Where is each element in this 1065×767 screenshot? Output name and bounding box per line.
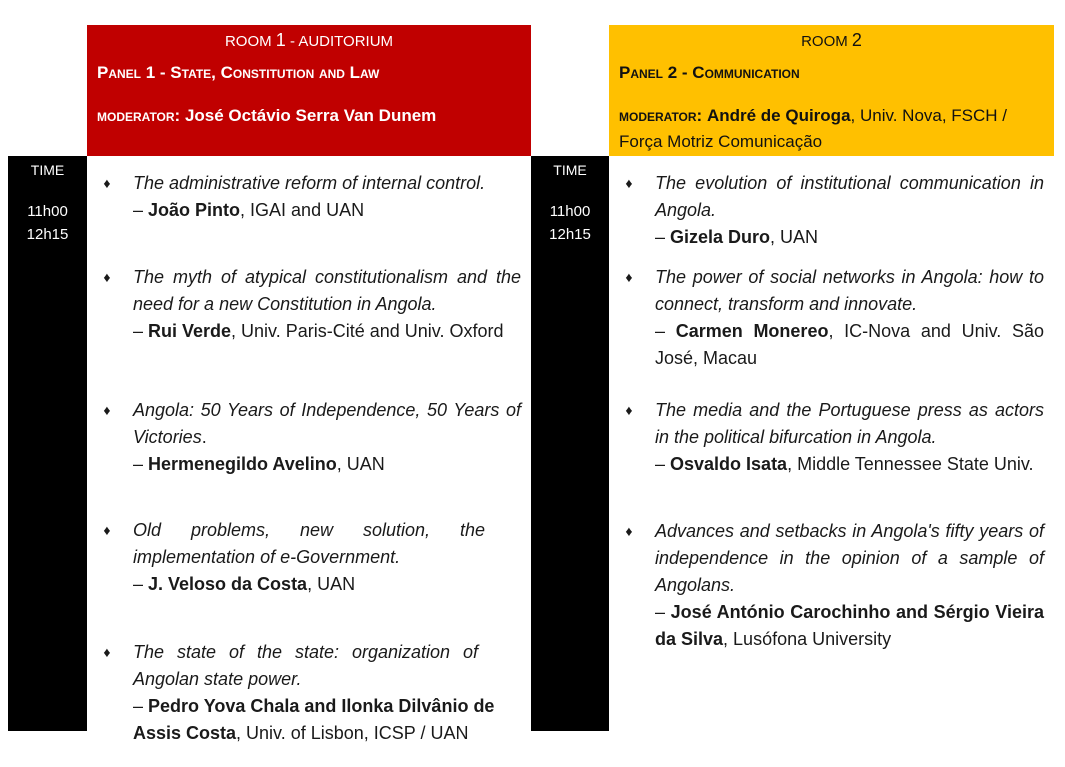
time-start: 11h00 xyxy=(27,203,68,220)
room-number: 2 xyxy=(851,30,862,50)
talk-title-end: . xyxy=(201,427,207,447)
panel-1-moderator xyxy=(97,103,531,129)
talk-room2-4 xyxy=(625,518,1044,653)
panel-2-moderator xyxy=(619,103,1054,155)
time-label: TIME xyxy=(30,162,65,178)
talk-room1-3 xyxy=(103,397,521,478)
talk-speaker xyxy=(655,318,1044,372)
talk-room1-1 xyxy=(103,170,521,224)
talk-title xyxy=(133,397,521,451)
room-label: ROOM xyxy=(801,33,848,50)
diamond-bullet-icon: ♦ xyxy=(103,175,111,191)
speaker-affiliation: , UAN xyxy=(770,227,819,247)
talk-speaker xyxy=(133,571,485,598)
diamond-bullet-icon: ♦ xyxy=(103,644,111,660)
dash: – xyxy=(133,321,149,341)
dash: – xyxy=(655,321,676,341)
speaker-affiliation: , Middle Tennessee State Univ. xyxy=(787,454,1034,474)
talk-title-text: Angola: 50 Years of Independence, 50 Years of Victories xyxy=(133,400,521,447)
dash: – xyxy=(655,454,671,474)
diamond-bullet-icon: ♦ xyxy=(103,269,111,285)
talk-title: The power of social networks in Angola: how to connect, transform and innovate. xyxy=(655,267,1044,314)
talk-room2-1 xyxy=(625,170,1044,251)
talk-room1-4 xyxy=(103,517,485,598)
room-separator: - xyxy=(285,33,299,50)
dash: – xyxy=(133,574,149,594)
moderator-label: moderator: xyxy=(97,106,181,125)
speaker-name: Hermenegildo Avelino xyxy=(148,454,337,474)
speaker-affiliation: , IC-Nova and Univ. São José, Macau xyxy=(655,321,1044,368)
room-number: 1 xyxy=(275,30,286,50)
diamond-bullet-icon: ♦ xyxy=(625,269,633,285)
talk-room1-5 xyxy=(103,639,521,747)
time-column-room-1 xyxy=(8,156,87,731)
speaker-name: J. Veloso da Costa xyxy=(148,574,308,594)
speaker-name: Rui Verde xyxy=(148,321,232,341)
panel-2-title: Panel 2 - Communication xyxy=(619,63,800,82)
room-1-header xyxy=(87,25,531,156)
talk-speaker xyxy=(655,224,1044,251)
diamond-bullet-icon: ♦ xyxy=(625,175,633,191)
talk-title: Old problems, new solution, the implementation of e-Government. xyxy=(133,520,485,567)
time-end: 12h15 xyxy=(549,226,591,243)
moderator-affiliation: , Univ. Nova, FSCH / Força Motriz Comunicação xyxy=(619,106,1008,151)
room-label: ROOM xyxy=(224,33,272,50)
talk-title: The state of the state: organization of Angolan state power. xyxy=(133,642,478,689)
time-range xyxy=(531,200,609,246)
speaker-name: Osvaldo Isata xyxy=(670,454,788,474)
speaker-affiliation: , UAN xyxy=(336,454,385,474)
time-label: TIME xyxy=(553,162,587,178)
talk-speaker xyxy=(133,451,521,478)
dash: – xyxy=(655,227,671,247)
moderator-name: André de Quiroga xyxy=(706,106,851,125)
moderator-label: moderator: xyxy=(619,106,703,125)
diamond-bullet-icon: ♦ xyxy=(625,523,633,539)
talk-room2-2 xyxy=(625,264,1044,372)
room-2-title xyxy=(609,30,1054,51)
time-start: 11h00 xyxy=(549,203,591,220)
talk-title: The evolution of institutional communication in Angola. xyxy=(655,173,1044,220)
time-range xyxy=(8,200,87,246)
speaker-name: João Pinto xyxy=(148,200,241,220)
diamond-bullet-icon: ♦ xyxy=(103,522,111,538)
talk-title: Advances and setbacks in Angola's fifty years of independence in the opinion of a sample of Angolans. xyxy=(655,521,1044,595)
speaker-affiliation: , Univ. Paris-Cité and Univ. Oxford xyxy=(231,321,504,341)
speaker-name: Pedro Yova Chala and Ilonka Dilvânio de Assis Costa xyxy=(133,696,495,743)
talk-speaker xyxy=(133,693,513,747)
speaker-name: Gizela Duro xyxy=(670,227,771,247)
talk-title: The administrative reform of internal control. xyxy=(133,173,486,193)
dash: – xyxy=(133,454,149,474)
talk-speaker xyxy=(655,451,1044,478)
speaker-name: José António Carochinho and Sérgio Vieira da Silva xyxy=(655,602,1044,649)
room-subtitle: AUDITORIUM xyxy=(298,33,394,50)
speaker-affiliation: , Lusófona University xyxy=(723,629,892,649)
talk-speaker xyxy=(133,197,521,224)
talk-title: The myth of atypical constitutionalism and the need for a new Constitution in Angola. xyxy=(133,267,521,314)
talk-room1-2 xyxy=(103,264,521,345)
dash: – xyxy=(133,200,149,220)
dash: – xyxy=(655,602,671,622)
talk-speaker xyxy=(655,599,1044,653)
time-end: 12h15 xyxy=(26,226,69,243)
speaker-name: Carmen Monereo xyxy=(675,321,829,341)
speaker-affiliation: , Univ. of Lisbon, ICSP / UAN xyxy=(236,723,469,743)
speaker-affiliation: , UAN xyxy=(307,574,356,594)
diamond-bullet-icon: ♦ xyxy=(625,402,633,418)
talk-speaker xyxy=(133,318,521,345)
room-2-header xyxy=(609,25,1054,156)
panel-1-title: Panel 1 - State, Constitution and Law xyxy=(97,63,380,82)
time-column-room-2 xyxy=(531,156,609,731)
speaker-affiliation: , IGAI and UAN xyxy=(240,200,365,220)
room-1-title xyxy=(87,30,531,51)
talk-room2-3 xyxy=(625,397,1044,478)
talk-title: The media and the Portuguese press as actors in the political bifurcation in Angola. xyxy=(655,400,1044,447)
dash: – xyxy=(133,696,149,716)
moderator-name: José Octávio Serra Van Dunem xyxy=(184,106,437,125)
diamond-bullet-icon: ♦ xyxy=(103,402,111,418)
